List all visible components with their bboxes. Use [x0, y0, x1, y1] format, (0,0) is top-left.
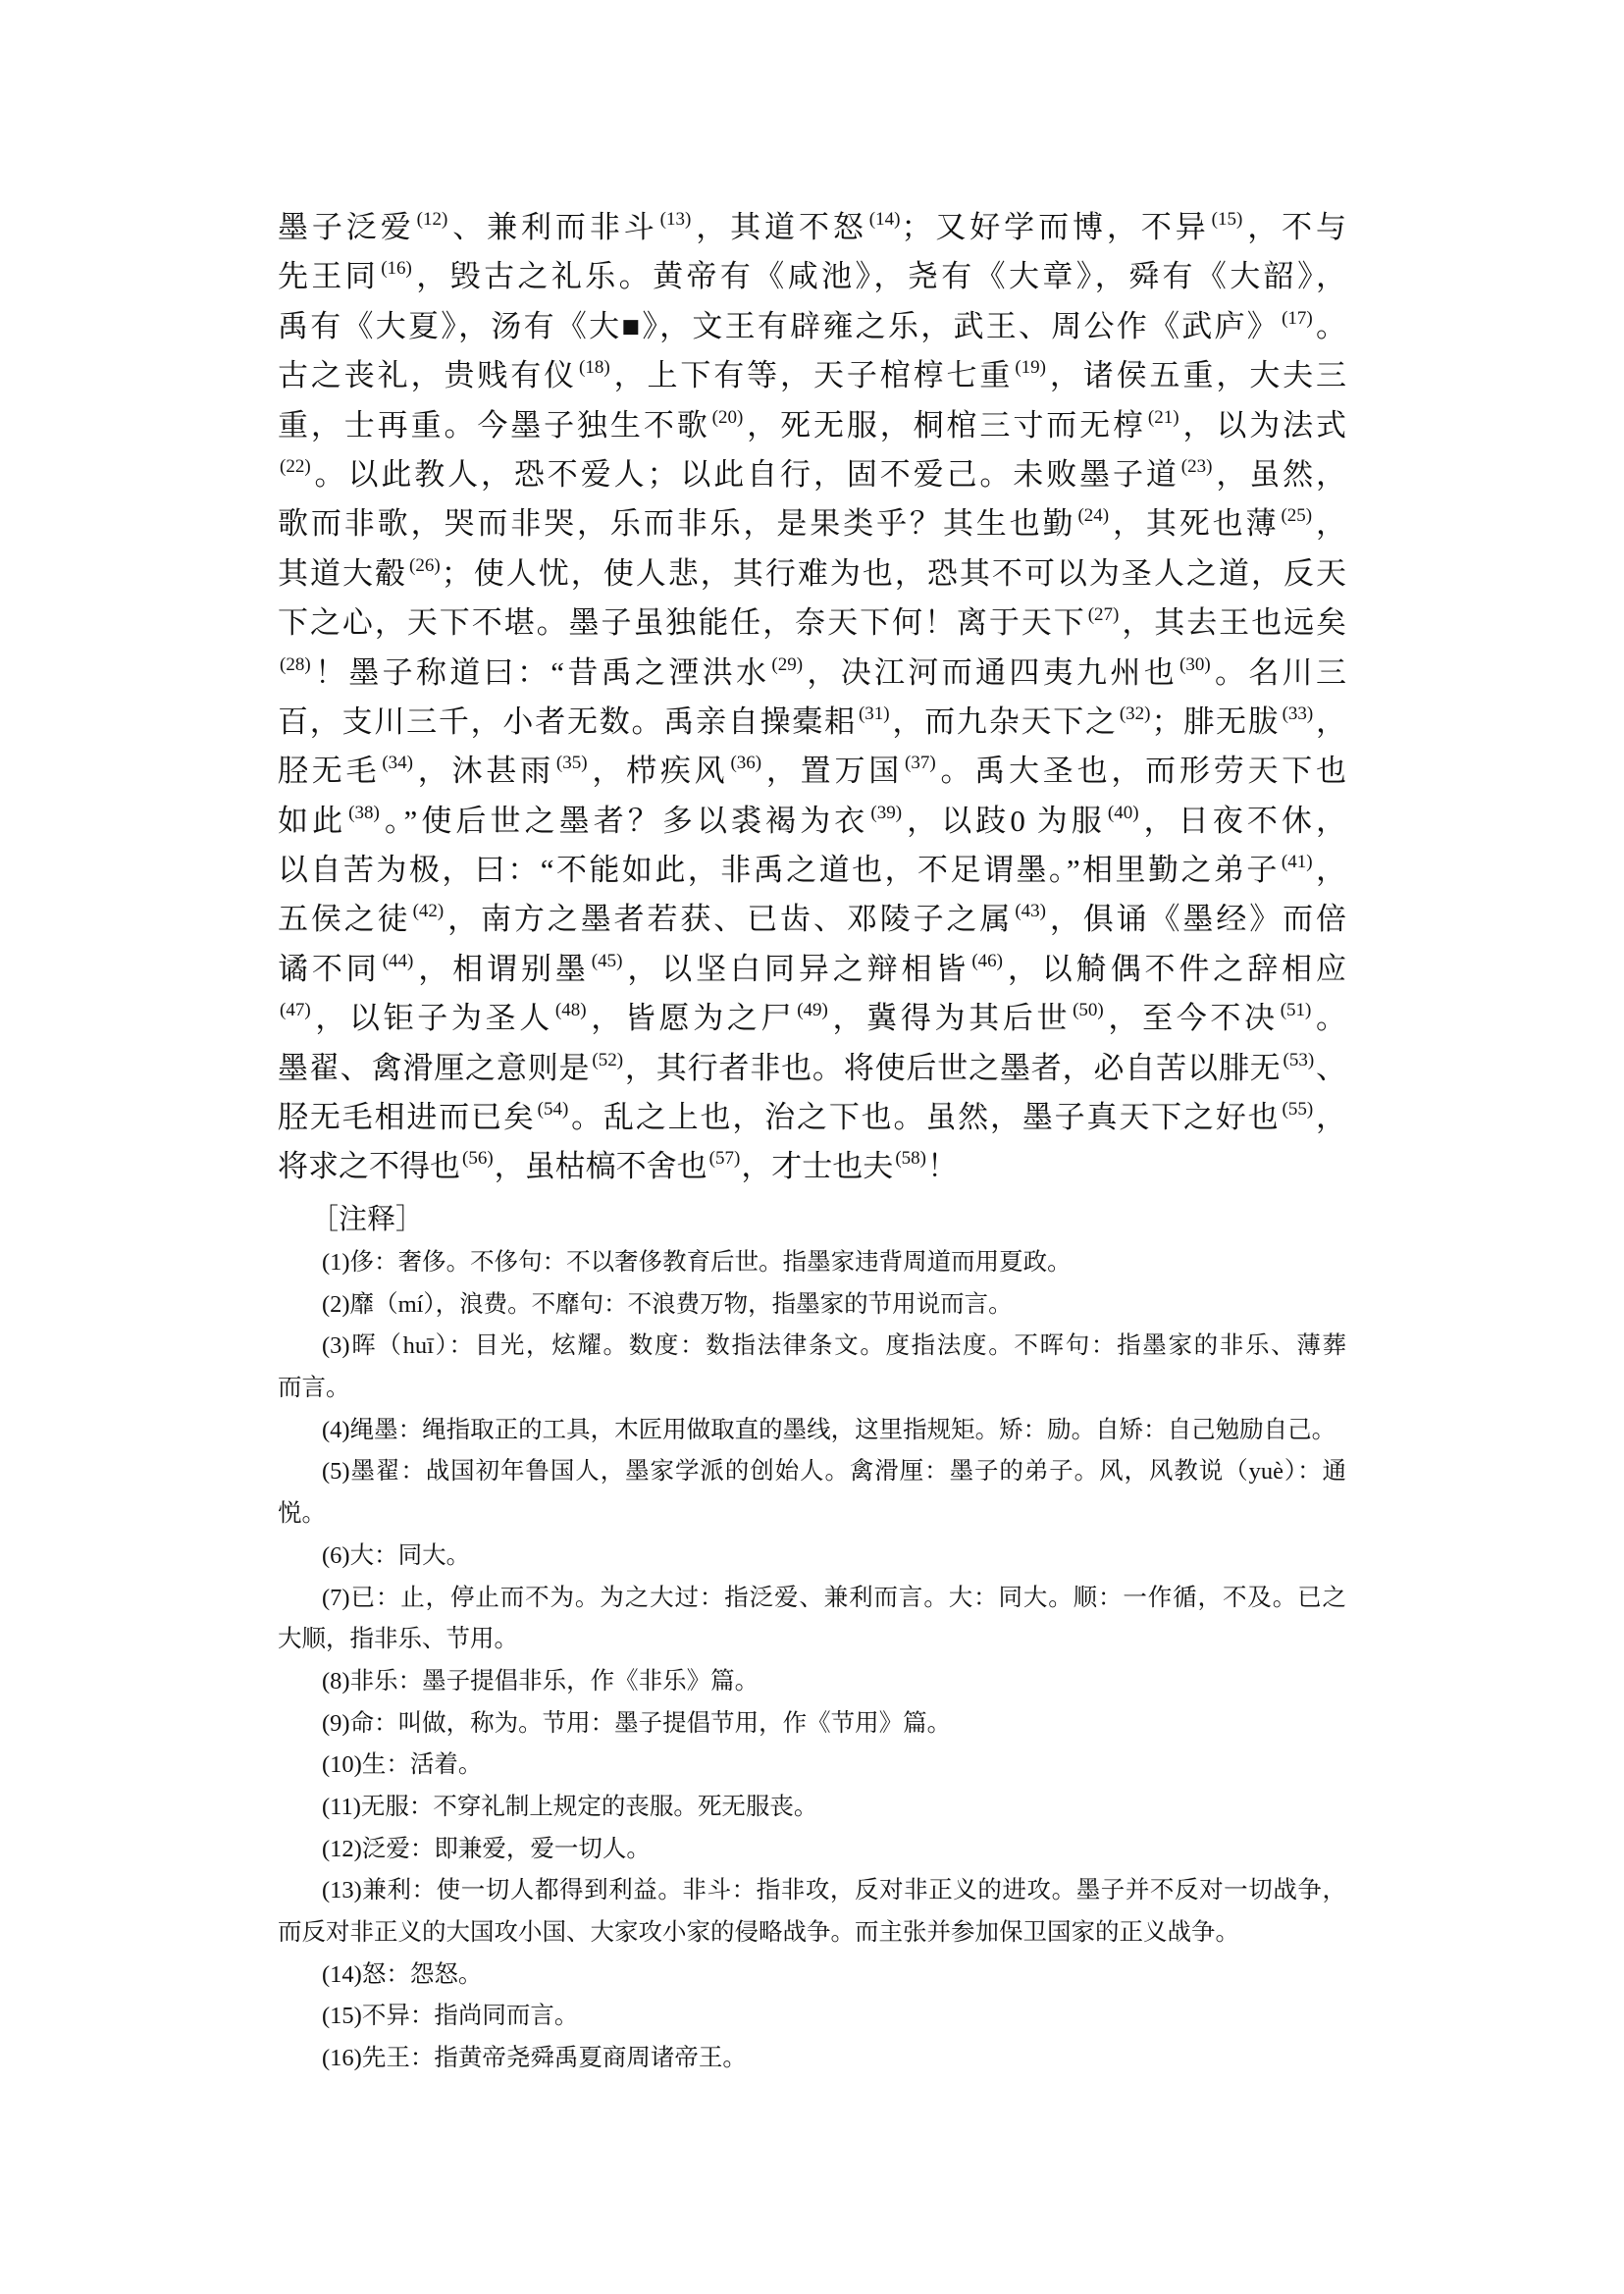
text-run: 墨子泛爱 [278, 210, 415, 244]
note-line: (7)已：止，停止而不为。为之大过：指泛爱、兼利而言。大：同大。顺：一作循，不及。已之 [322, 1584, 1346, 1611]
main-text-line [278, 351, 1346, 400]
text-run: ，才士也夫 [741, 1149, 894, 1184]
note-item [278, 1787, 1346, 1829]
footnote-ref: (20) [711, 406, 744, 428]
text-run: ，决江河而通四夷九州也 [804, 654, 1179, 690]
footnote-ref: (12) [416, 209, 448, 230]
text-run: ，相谓别墨 [414, 951, 590, 986]
note-item [278, 1661, 1346, 1703]
text-run: ， [1313, 506, 1347, 542]
text-run: ，以坚白同异之辩相皆 [623, 951, 970, 986]
main-text-line [278, 846, 1346, 895]
footnote-ref: (56) [462, 1148, 494, 1170]
text-run: 。乱之上也，治之下也。虽然，墨子真天下之好也 [569, 1100, 1281, 1135]
text-run: ；腓无胈 [1151, 704, 1281, 739]
text-run: 五侯之徒 [278, 902, 411, 937]
text-run: ，以钜子为圣人 [311, 1001, 553, 1036]
text-run: ！墨子称道曰：“昔禹之湮洪水 [311, 654, 770, 690]
footnote-ref: (57) [708, 1148, 741, 1170]
footnote-ref: (13) [659, 209, 692, 230]
footnote-ref: (37) [905, 753, 936, 774]
text-run: ，至今不决 [1104, 1001, 1279, 1036]
note-line: (8)非乐：墨子提倡非乐，作《非乐》篇。 [322, 1667, 760, 1694]
text-run: ，日夜不休， [1139, 803, 1347, 838]
text-run: 其道大觳 [278, 555, 408, 591]
footnote-ref: (53) [1283, 1049, 1315, 1070]
footnote-ref: (44) [382, 950, 414, 971]
text-run: ，置万国 [762, 754, 904, 789]
text-run: ，上下有等，天子棺椁七重 [610, 358, 1014, 393]
text-run: ，其去王也远矣 [1120, 605, 1347, 641]
footnote-ref: (51) [1280, 1000, 1312, 1021]
main-paragraph [278, 203, 1346, 1192]
footnote-ref: (21) [1147, 406, 1179, 428]
main-text-line [278, 895, 1346, 944]
main-text-line [278, 1142, 1346, 1191]
text-run: ，以为法式 [1179, 407, 1347, 443]
main-text-line [278, 450, 1346, 499]
note-item [278, 1745, 1346, 1787]
footnote-ref: (28) [280, 653, 311, 675]
footnote-ref: (47) [280, 1000, 311, 1021]
text-run: 、 [1315, 1050, 1347, 1085]
footnote-ref: (27) [1087, 604, 1120, 626]
footnote-ref: (54) [537, 1099, 569, 1121]
note-line: (4)绳墨：绳指取正的工具，木匠用做取直的墨线，这里指规矩。矫：励。自矫：自己勉励自己。 [322, 1416, 1336, 1443]
text-run: ，栉疾风 [588, 754, 729, 789]
text-run: ，虽然， [1213, 456, 1347, 492]
note-line: 悦。 [278, 1500, 326, 1528]
main-text-line [278, 994, 1346, 1043]
text-run: 。”使后世之墨者？多以裘褐为衣 [380, 803, 869, 838]
footnote-ref: (38) [348, 802, 380, 823]
footnote-ref: (48) [554, 1000, 587, 1021]
note-item [278, 1410, 1346, 1452]
note-line: (11)无服：不穿礼制上规定的丧服。死无服丧。 [322, 1793, 818, 1820]
note-line: (10)生：活着。 [322, 1751, 483, 1779]
footnote-ref: (26) [409, 554, 441, 576]
text-run: 。禹大圣也，而形劳天下也 [936, 754, 1347, 789]
note-line: 大顺，指非乐、节用。 [278, 1626, 518, 1653]
text-run: ，其死也薄 [1110, 506, 1280, 542]
footnote-ref: (35) [555, 753, 588, 774]
footnote-ref: (36) [730, 753, 762, 774]
note-item [278, 1955, 1346, 1997]
footnote-ref: (24) [1077, 505, 1110, 527]
footnote-ref: (15) [1211, 209, 1243, 230]
main-text-line [278, 599, 1346, 648]
text-run: ；使人忧，使人悲，其行难为也，恐其不可以为圣人之道，反天 [441, 555, 1346, 591]
note-line: (9)命：叫做，称为。节用：墨子提倡节用，作《节用》篇。 [322, 1709, 952, 1737]
footnote-ref: (23) [1180, 455, 1213, 477]
note-item [278, 1829, 1346, 1871]
text-run: 以自苦为极，曰：“不能如此，非禹之道也，不足谓墨。”相里勤之弟子 [278, 853, 1280, 888]
text-run: 百，支川三千，小者无数。禹亲自操橐耜 [278, 704, 857, 739]
footnote-ref: (43) [1015, 901, 1046, 922]
note-line: (1)侈：奢侈。不侈句：不以奢侈教育后世。指墨家违背周道而用夏政。 [322, 1249, 1072, 1276]
text-run: ，死无服，桐棺三寸而无椁 [744, 407, 1146, 443]
main-text-line [278, 649, 1346, 698]
note-line: (15)不异：指尚同而言。 [322, 2003, 579, 2030]
footnote-ref: (39) [870, 802, 903, 823]
footnote-ref: (18) [579, 357, 610, 379]
footnote-ref: (52) [592, 1049, 624, 1070]
footnote-ref: (46) [971, 950, 1003, 971]
text-run: 重，士再重。今墨子独生不歌 [278, 407, 710, 443]
text-run: ，不与 [1243, 210, 1347, 244]
note-line: (3)晖（huī）：目光，炫耀。数度：数指法律条文。度指法度。不晖句：指墨家的非乐、薄葬 [322, 1332, 1346, 1360]
main-text-line [278, 797, 1346, 846]
text-run: ，皆愿为之尸 [587, 1001, 796, 1036]
main-text-line [278, 203, 1346, 252]
text-run: 。名川三 [1211, 654, 1347, 690]
footnote-ref: (32) [1119, 703, 1151, 724]
text-run: 如此 [278, 803, 347, 838]
footnote-ref: (55) [1282, 1099, 1314, 1121]
note-line: (14)怒：怨怒。 [322, 1960, 483, 1988]
text-run: ，而九杂天下之 [890, 704, 1118, 739]
text-run: ，诸侯五重，大夫三 [1046, 358, 1347, 393]
text-run: ，沐甚雨 [414, 754, 554, 789]
text-run: 。 [1313, 308, 1346, 343]
text-run: ，虽枯槁不舍也 [494, 1149, 707, 1184]
note-line: (12)泛爱：即兼爱，爱一切人。 [322, 1835, 651, 1862]
footnote-ref: (29) [771, 653, 804, 675]
note-item [278, 1536, 1346, 1578]
text-run: ，其行者非也。将使后世之墨者，必自苦以腓无 [624, 1050, 1282, 1085]
text-run: ， [1313, 853, 1347, 888]
main-text-line [278, 302, 1346, 351]
footnote-ref: (33) [1282, 703, 1314, 724]
footnote-ref: (49) [797, 1000, 828, 1021]
text-run: ， [1314, 704, 1347, 739]
main-text-line [278, 945, 1346, 994]
footnote-ref: (42) [412, 901, 445, 922]
note-item [278, 1451, 1346, 1535]
text-run: 歌而非歌，哭而非哭，乐而非乐，是果类乎？其生也勤 [278, 506, 1076, 542]
text-run: ， [1314, 1100, 1347, 1135]
footnote-ref: (31) [858, 703, 890, 724]
note-line: 而反对非正义的大国攻小国、大家攻小家的侵略战争。而主张并参加保卫国家的正义战争。 [278, 1919, 1239, 1946]
main-text-line [278, 747, 1346, 796]
note-line: (6)大：同大。 [322, 1541, 471, 1569]
text-run: ，南方之墨者若获、已齿、邓陵子之属 [445, 902, 1014, 937]
text-run: ，以觭偶不件之辞相应 [1004, 951, 1347, 986]
notes-heading: ［注释］ [310, 1204, 425, 1235]
main-text-line [278, 549, 1346, 599]
text-run: 下之心，天下不堪。墨子虽独能任，奈天下何！离于天下 [278, 605, 1086, 641]
text-run: 。 [1312, 1001, 1347, 1036]
text-run: ，其道不怒 [692, 210, 867, 244]
text-run: ，以跂0 为服 [903, 803, 1106, 838]
text-run: 先王同 [278, 259, 380, 294]
footnote-ref: (16) [381, 258, 412, 280]
text-run: 墨翟、禽滑厘之意则是 [278, 1050, 591, 1085]
note-line: (16)先王：指黄帝尧舜禹夏商周诸帝王。 [322, 2045, 747, 2072]
main-text-line [278, 499, 1346, 548]
text-run: ，俱诵《墨经》而倍 [1046, 902, 1347, 937]
text-run: 。以此教人，恐不爱人；以此自行，固不爱己。未败墨子道 [311, 456, 1179, 492]
footnote-ref: (34) [382, 753, 413, 774]
note-line: 而言。 [278, 1375, 350, 1402]
main-text-line [278, 401, 1346, 450]
footnote-ref: (19) [1015, 357, 1046, 379]
text-run: ；又好学而博，不异 [901, 210, 1210, 244]
note-item [278, 1326, 1346, 1409]
text-run: ，冀得为其后世 [828, 1001, 1072, 1036]
footnote-ref: (50) [1073, 1000, 1104, 1021]
main-text-line [278, 698, 1346, 747]
notes-list [278, 1242, 1346, 2080]
text-run: 谲不同 [278, 951, 381, 986]
footnote-ref: (25) [1281, 505, 1313, 527]
text-run: 胫无毛相进而已矣 [278, 1100, 536, 1135]
footnote-ref: (30) [1179, 653, 1211, 675]
footnote-ref: (22) [280, 455, 311, 477]
note-item [278, 1996, 1346, 2038]
footnote-ref: (58) [895, 1148, 926, 1170]
text-run: 古之丧礼，贵贱有仪 [278, 358, 578, 393]
note-item [278, 1284, 1346, 1327]
main-text-line [278, 1044, 1346, 1093]
note-item [278, 1578, 1346, 1661]
note-line: (13)兼利：使一切人都得到利益。非斗：指非攻，反对非正义的进攻。墨子并不反对一切战争， [322, 1877, 1346, 1904]
footnote-ref: (17) [1282, 307, 1313, 329]
footnote-ref: (14) [868, 209, 901, 230]
note-item [278, 1703, 1346, 1746]
text-run: 胫无毛 [278, 754, 381, 789]
text-run: 将求之不得也 [278, 1149, 460, 1184]
main-text-line [278, 1093, 1346, 1142]
text-run: ，毁古之礼乐。黄帝有《咸池》，尧有《大章》，舜有《大韶》， [412, 259, 1347, 294]
footnote-ref: (41) [1281, 852, 1313, 873]
note-line: (2)靡（mí），浪费。不靡句：不浪费万物，指墨家的节用说而言。 [322, 1290, 1013, 1318]
text-run: 、兼利而非斗 [448, 210, 658, 244]
note-line: (5)墨翟：战国初年鲁国人，墨家学派的创始人。禽滑厘：墨子的弟子。风，风教说（yuè）：通 [322, 1458, 1346, 1486]
note-item [278, 2038, 1346, 2080]
footnote-ref: (45) [591, 950, 623, 971]
main-text-line [278, 252, 1346, 301]
note-item [278, 1242, 1346, 1284]
footnote-ref: (40) [1107, 802, 1139, 823]
text-run: ！ [926, 1149, 958, 1184]
text-run: 禹有《大夏》，汤有《大■》，文王有辟雍之乐，武王、周公作《武庐》 [278, 308, 1281, 343]
note-item [278, 1870, 1346, 1954]
